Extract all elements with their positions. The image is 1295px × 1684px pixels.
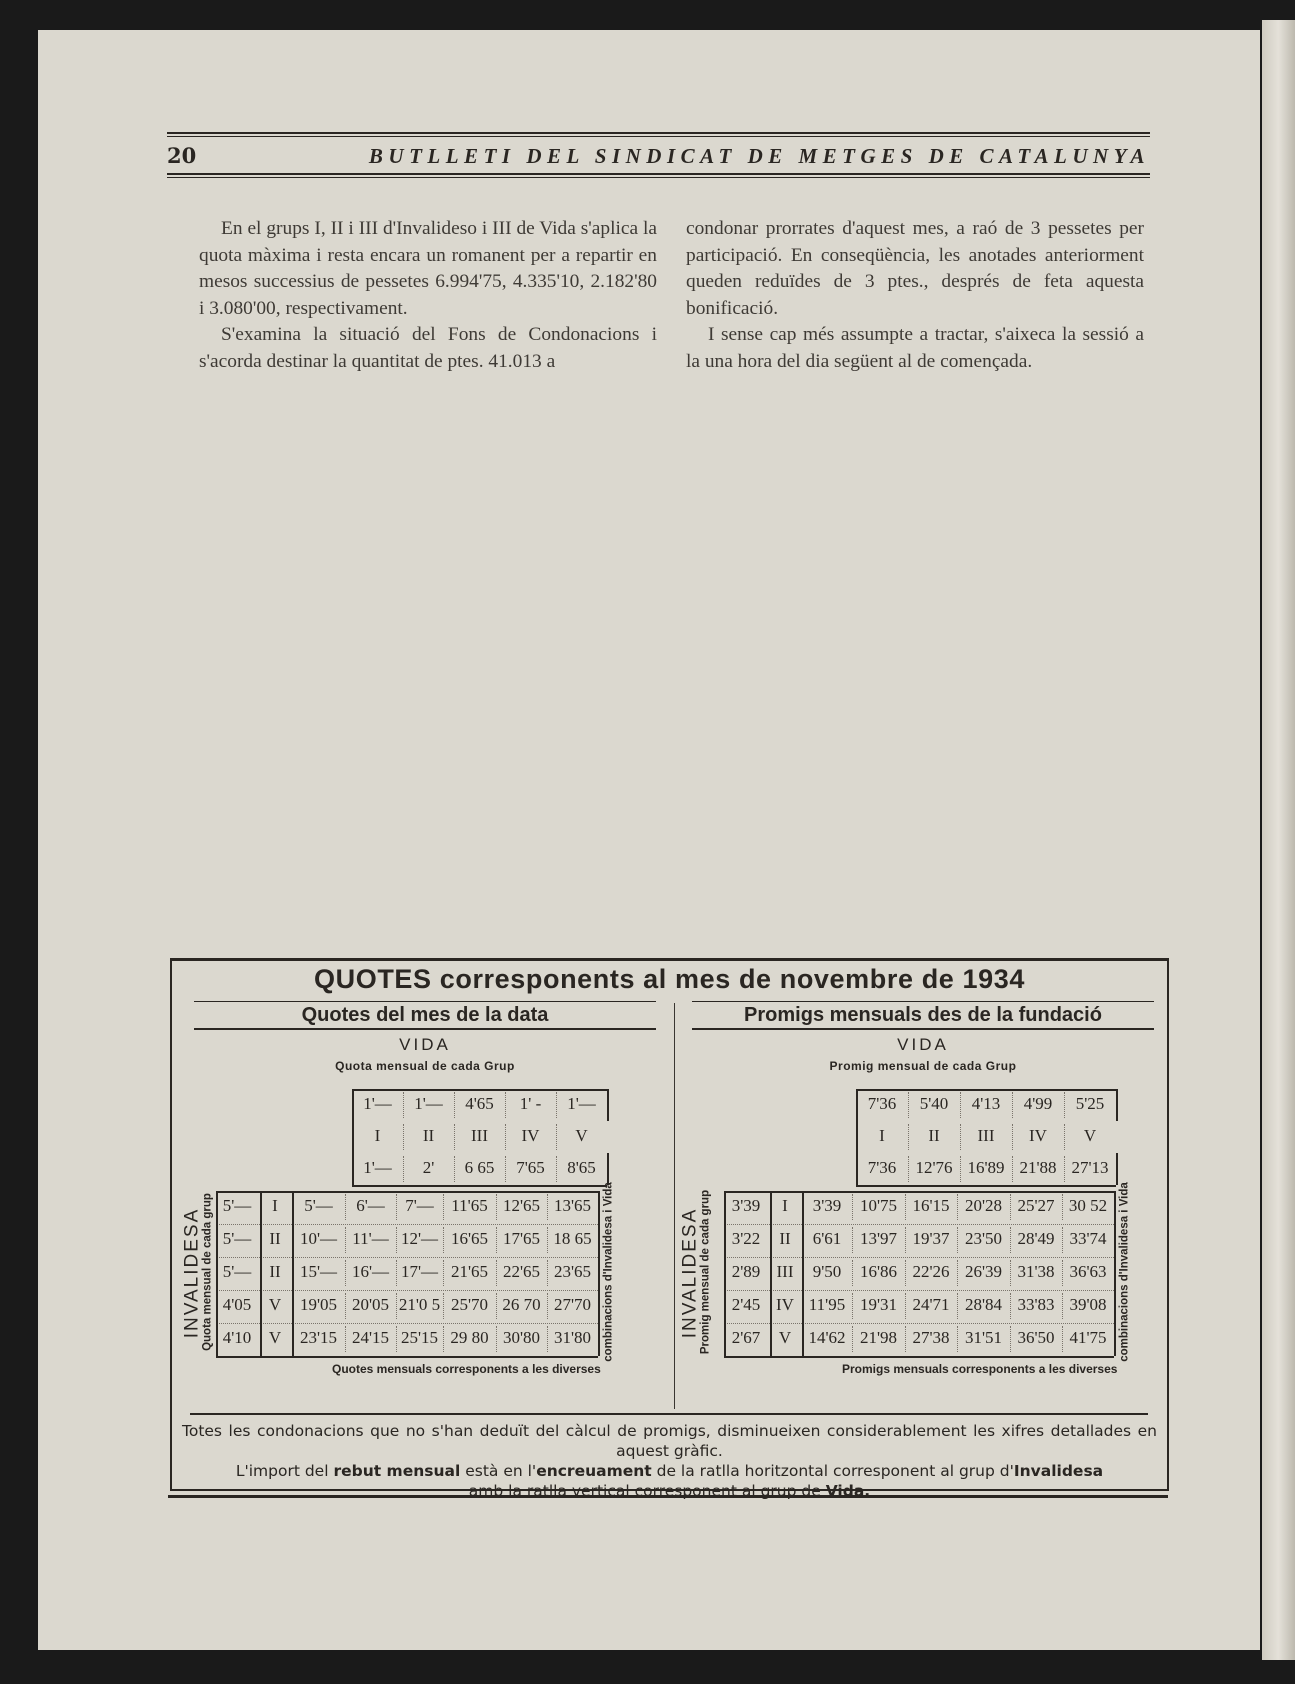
- combo-cell: 3'39: [812, 1196, 842, 1215]
- grid-line: [1012, 1092, 1013, 1118]
- grid-line: [905, 1227, 906, 1253]
- grid-line: [1010, 1194, 1011, 1220]
- vida-cell: 21'88: [1019, 1158, 1057, 1177]
- grid-line: [496, 1293, 497, 1319]
- grid-line: [547, 1293, 548, 1319]
- grid-line: [957, 1326, 958, 1352]
- combo-cell: 21'0 5: [398, 1295, 441, 1314]
- vida-cell: V: [1083, 1126, 1097, 1145]
- combo-cell: 20'05: [351, 1295, 390, 1314]
- combo-cell: 26'39: [964, 1262, 1003, 1281]
- invalidesa-group: II: [779, 1229, 791, 1248]
- grid-line: [443, 1227, 444, 1253]
- table-title: QUOTES corresponents al mes de novembre de 1934: [314, 964, 1025, 994]
- combo-cell: 18 65: [553, 1229, 592, 1248]
- grid-line: [443, 1326, 444, 1352]
- combo-cell: 16'65: [450, 1229, 489, 1248]
- grid-line: [1064, 1092, 1065, 1118]
- combo-cell: 17'65: [502, 1229, 541, 1248]
- note-emph: Vida.: [825, 1482, 871, 1500]
- grid-line: [216, 1290, 598, 1291]
- grid-line: [216, 1191, 598, 1193]
- combo-cell: 16'15: [912, 1196, 950, 1215]
- combo-cell: 27'70: [553, 1295, 592, 1314]
- note-line: [182, 1481, 1157, 1501]
- invalidesa-sublabel: Quota mensual de cada grup: [201, 1192, 213, 1351]
- invalidesa-label: INVALIDESA: [181, 1207, 202, 1338]
- vida-cell: 1'—: [363, 1158, 392, 1177]
- grid-line: [345, 1326, 346, 1352]
- grid-line: [856, 1185, 1116, 1187]
- grid-line: [403, 1124, 404, 1150]
- combo-cell: 31'51: [964, 1328, 1003, 1347]
- combo-cell: 22'65: [502, 1262, 541, 1281]
- vida-cell: IV: [521, 1126, 540, 1145]
- vida-cell: 8'65: [567, 1158, 596, 1177]
- vida-cell: II: [928, 1126, 940, 1145]
- grid-line: [216, 1224, 598, 1225]
- note-text: amb la ratlla vertical corresponent al grup de: [468, 1482, 826, 1500]
- grid-line: [1062, 1260, 1063, 1286]
- grid-line: [547, 1260, 548, 1286]
- grid-line: [1062, 1326, 1063, 1352]
- note-emph: encreuament: [536, 1462, 652, 1480]
- vida-cell: 12'76: [915, 1158, 953, 1177]
- grid-line: [396, 1293, 397, 1319]
- grid-line: [345, 1227, 346, 1253]
- grid-line: [396, 1194, 397, 1220]
- vida-cell: 4'13: [971, 1094, 1001, 1113]
- invalidesa-group: V: [268, 1295, 282, 1314]
- grid-line: [802, 1191, 804, 1356]
- combo-cell: 24'15: [351, 1328, 390, 1347]
- grid-line: [908, 1156, 909, 1182]
- grid-line: [345, 1194, 346, 1220]
- combo-cell: 11'65: [451, 1196, 488, 1215]
- vida-cell: II: [422, 1126, 435, 1145]
- journal-title: BUTLLETI DEL SINDICAT DE METGES DE CATALUNYA: [368, 144, 1150, 168]
- paragraph: En el grups I, II i III d'Invalideso i III de Vida s'aplica la quota màxima i resta encara un romanent per a repartir en mesos successius de pessetes 6.994'75, 4.335'10, 2.182'80 i 3.080'00, respectivament.: [199, 218, 657, 319]
- invalidesa-group: V: [268, 1328, 282, 1347]
- grid-line: [852, 1260, 853, 1286]
- grid-line: [396, 1260, 397, 1286]
- grid-line: [960, 1124, 961, 1150]
- grid-line: [454, 1156, 455, 1182]
- grid-line: [1116, 1089, 1118, 1121]
- invalidesa-group: II: [269, 1229, 281, 1248]
- grid-line: [724, 1191, 1114, 1193]
- book-spine: [1262, 20, 1295, 1660]
- vida-cell: 1'—: [363, 1094, 392, 1113]
- combo-cell: 28'49: [1017, 1229, 1055, 1248]
- combo-cell: 12'65: [502, 1196, 541, 1215]
- invalidesa-group: IV: [776, 1295, 794, 1314]
- grid-line: [443, 1260, 444, 1286]
- combo-cell: 23'50: [964, 1229, 1003, 1248]
- grid-line: [547, 1227, 548, 1253]
- vida-cell: 2': [422, 1158, 435, 1177]
- invalidesa-quota: 4'10: [222, 1328, 252, 1347]
- combo-cell: 25'70: [450, 1295, 489, 1314]
- combos-side-label: combinacions d'Invalidesa i Vida: [1118, 1181, 1130, 1362]
- vida-sublabel: Promig mensual de cada Grup: [829, 1059, 1017, 1073]
- invalidesa-quota: 3'22: [731, 1229, 761, 1248]
- grid-line: [960, 1092, 961, 1118]
- grid-line: [1062, 1227, 1063, 1253]
- grid-line: [352, 1089, 607, 1091]
- combo-cell: 5'—: [304, 1196, 333, 1215]
- combo-cell: 30 52: [1068, 1196, 1108, 1215]
- paragraph: I sense cap més assumpte a tractar, s'aixeca la sessió a la una hora del dia següent al de començada.: [686, 324, 1144, 372]
- note-text: està en l': [460, 1462, 537, 1480]
- grid-line: [443, 1293, 444, 1319]
- vida-cell: 5'40: [919, 1094, 949, 1113]
- vida-cell: I: [374, 1126, 381, 1145]
- grid-line: [1010, 1260, 1011, 1286]
- vida-cell: V: [575, 1126, 588, 1145]
- notes-rule: [190, 1413, 1148, 1415]
- half-subtitle: Promigs mensuals des de la fundació: [692, 1001, 1154, 1030]
- combo-cell: 21'98: [859, 1328, 898, 1347]
- grid-line: [403, 1092, 404, 1118]
- invalidesa-quota: 2'45: [731, 1295, 761, 1314]
- note-emph: rebut mensual: [333, 1462, 461, 1480]
- grid-line: [556, 1124, 557, 1150]
- note-emph: Invalidesa: [1013, 1462, 1104, 1480]
- grid-line: [1010, 1326, 1011, 1352]
- grid-line: [770, 1191, 772, 1356]
- combo-cell: 29 80: [450, 1328, 489, 1347]
- combo-cell: 7'—: [405, 1196, 434, 1215]
- combo-cell: 14'62: [808, 1328, 846, 1347]
- grid-line: [908, 1092, 909, 1118]
- grid-line: [454, 1124, 455, 1150]
- grid-line: [1114, 1191, 1116, 1356]
- grid-line: [957, 1194, 958, 1220]
- vida-label: VIDA: [897, 1035, 949, 1054]
- grid-line: [505, 1124, 506, 1150]
- combo-cell: 26 70: [502, 1295, 541, 1314]
- grid-line: [1010, 1227, 1011, 1253]
- vida-cell: 1'—: [414, 1094, 443, 1113]
- vida-cell: 7'36: [867, 1158, 897, 1177]
- vida-cell: 27'13: [1071, 1158, 1109, 1177]
- grid-line: [396, 1326, 397, 1352]
- vida-cell: 7'65: [516, 1158, 545, 1177]
- grid-line: [905, 1293, 906, 1319]
- combo-cell: 21'65: [450, 1262, 489, 1281]
- invalidesa-quota: 2'89: [731, 1262, 761, 1281]
- invalidesa-quota: 3'39: [731, 1196, 761, 1215]
- grid-line: [957, 1227, 958, 1253]
- combo-cell: 9'50: [812, 1262, 842, 1281]
- grid-line: [852, 1326, 853, 1352]
- half-subtitle: Quotes del mes de la data: [194, 1001, 656, 1030]
- grid-line: [1062, 1293, 1063, 1319]
- grid-line: [260, 1191, 262, 1356]
- grid-line: [454, 1092, 455, 1118]
- grid-line: [607, 1089, 609, 1121]
- grid-line: [216, 1356, 598, 1358]
- grid-line: [403, 1156, 404, 1182]
- vida-cell: 7'36: [867, 1094, 897, 1113]
- combo-cell: 23'15: [299, 1328, 338, 1347]
- combo-cell: 15'—: [299, 1262, 338, 1281]
- paragraph: condonar prorrates d'aquest mes, a raó de 3 pessetes per participació. En conseqüència, les anotades anteriorment queden reduïdes de 3 ptes., després de feta aquesta bonificació.: [686, 218, 1144, 319]
- grid-line: [598, 1191, 600, 1356]
- combos-side-label: combinacions d'Invalidesa i Vida: [602, 1181, 614, 1362]
- grid-line: [547, 1326, 548, 1352]
- grid-line: [352, 1089, 354, 1185]
- combo-cell: 19'05: [299, 1295, 338, 1314]
- combo-cell: 16'86: [859, 1262, 898, 1281]
- vida-cell: III: [977, 1126, 995, 1145]
- combo-cell: 30'80: [502, 1328, 541, 1347]
- header-row: [167, 137, 1150, 173]
- combo-cell: 11'—: [352, 1229, 389, 1248]
- grid-line: [396, 1227, 397, 1253]
- invalidesa-group: I: [782, 1196, 788, 1215]
- grid-line: [905, 1326, 906, 1352]
- combo-cell: 25'27: [1017, 1196, 1055, 1215]
- combo-cell: 11'95: [808, 1295, 846, 1314]
- combo-cell: 33'83: [1017, 1295, 1055, 1314]
- invalidesa-group: II: [269, 1262, 281, 1281]
- grid-line: [443, 1194, 444, 1220]
- invalidesa-sublabel: Promig mensual de cada grup: [699, 1189, 711, 1354]
- combo-cell: 13'97: [859, 1229, 898, 1248]
- grid-line: [1064, 1156, 1065, 1182]
- invalidesa-group: III: [776, 1262, 794, 1281]
- grid-line: [496, 1326, 497, 1352]
- invalidesa-quota: 4'05: [222, 1295, 252, 1314]
- vida-cell: 5'25: [1075, 1094, 1105, 1113]
- grid-line: [724, 1356, 1114, 1358]
- grid-line: [957, 1293, 958, 1319]
- grid-line: [547, 1194, 548, 1220]
- bottom-caption: Quotes mensuals corresponents a les diverses: [332, 1362, 601, 1376]
- text-column-right: [686, 216, 1144, 375]
- grid-line: [1010, 1293, 1011, 1319]
- invalidesa-quota: 2'67: [731, 1328, 761, 1347]
- grid-line: [292, 1191, 294, 1356]
- grid-line: [556, 1092, 557, 1118]
- invalidesa-group: I: [272, 1196, 278, 1215]
- half-divider: [674, 1003, 675, 1409]
- grid-line: [1012, 1156, 1013, 1182]
- vida-cell: 1'—: [567, 1094, 596, 1113]
- grid-line: [905, 1194, 906, 1220]
- combo-cell: 25'15: [400, 1328, 439, 1347]
- grid-line: [724, 1224, 1114, 1225]
- combo-cell: 33'74: [1069, 1229, 1107, 1248]
- grid-line: [496, 1260, 497, 1286]
- combo-cell: 41'75: [1069, 1328, 1107, 1347]
- vida-cell: III: [471, 1126, 488, 1145]
- combo-cell: 16'—: [351, 1262, 390, 1281]
- invalidesa-quota: 5'—: [222, 1229, 252, 1248]
- combo-cell: 10'—: [299, 1229, 338, 1248]
- combo-cell: 27'38: [912, 1328, 950, 1347]
- grid-line: [505, 1092, 506, 1118]
- vida-cell: 16'89: [967, 1158, 1005, 1177]
- grid-line: [345, 1293, 346, 1319]
- note-line: [182, 1461, 1157, 1481]
- combo-cell: 28'84: [964, 1295, 1003, 1314]
- header-bottom-rule: [167, 173, 1150, 178]
- grid-line: [496, 1194, 497, 1220]
- bottom-rule: [168, 1495, 1168, 1498]
- grid-line: [724, 1257, 1114, 1258]
- combo-cell: 36'63: [1069, 1262, 1107, 1281]
- grid-line: [216, 1323, 598, 1324]
- vida-cell: IV: [1029, 1126, 1047, 1145]
- invalidesa-quota: 5'—: [222, 1196, 252, 1215]
- grid-line: [724, 1323, 1114, 1324]
- note-text: L'import del: [235, 1462, 334, 1480]
- invalidesa-label: INVALIDESA: [679, 1207, 700, 1338]
- averages-since-founding: [679, 1001, 1154, 1411]
- quotes-current-month: [181, 1001, 656, 1411]
- paragraph: S'examina la situació del Fons de Condonacions i s'acorda destinar la quantitat de ptes. 41.013 a: [199, 324, 657, 372]
- grid-line: [1062, 1194, 1063, 1220]
- table-notes: [182, 1421, 1157, 1501]
- grid-line: [957, 1260, 958, 1286]
- note-line: Totes les condonacions que no s'han deduït del càlcul de promigs, disminueixen considerablement les xifres detallades en aquest gràfic.: [182, 1422, 1157, 1460]
- grid-line: [724, 1191, 726, 1356]
- combo-cell: 31'38: [1017, 1262, 1055, 1281]
- invalidesa-group: V: [778, 1328, 792, 1347]
- combo-cell: 36'50: [1017, 1328, 1055, 1347]
- combo-cell: 23'65: [553, 1262, 592, 1281]
- grid-line: [724, 1290, 1114, 1291]
- vida-cell: I: [879, 1126, 885, 1145]
- grid-line: [856, 1089, 858, 1185]
- grid-line: [216, 1191, 218, 1356]
- vida-sublabel: Quota mensual de cada Grup: [335, 1059, 515, 1073]
- bottom-caption: Promigs mensuals corresponents a les diverses: [842, 1362, 1118, 1376]
- grid-line: [496, 1227, 497, 1253]
- vida-cell: 1' -: [519, 1094, 542, 1113]
- quotes-table-box: [170, 958, 1169, 1500]
- combo-cell: 31'80: [553, 1328, 592, 1347]
- note-text: de la ratlla horitzontal corresponent al grup d': [651, 1462, 1014, 1480]
- grid-line: [852, 1227, 853, 1253]
- text-column-left: [199, 216, 657, 375]
- grid-line: [905, 1260, 906, 1286]
- grid-line: [960, 1156, 961, 1182]
- vida-cell: 4'99: [1023, 1094, 1053, 1113]
- grid-line: [852, 1194, 853, 1220]
- combo-cell: 10'75: [859, 1196, 898, 1215]
- grid-line: [345, 1260, 346, 1286]
- grid-line: [352, 1185, 607, 1187]
- combo-cell: 6'—: [356, 1196, 385, 1215]
- invalidesa-quota: 5'—: [222, 1262, 252, 1281]
- combo-cell: 22'26: [912, 1262, 950, 1281]
- combo-cell: 20'28: [964, 1196, 1003, 1215]
- combo-cell: 19'37: [912, 1229, 950, 1248]
- vida-label: VIDA: [399, 1035, 451, 1054]
- grid-line: [505, 1156, 506, 1182]
- grid-line: [216, 1257, 598, 1258]
- vida-cell: 4'65: [465, 1094, 494, 1113]
- grid-line: [1012, 1124, 1013, 1150]
- combo-cell: 17'—: [400, 1262, 439, 1281]
- combo-cell: 39'08: [1069, 1295, 1107, 1314]
- combo-cell: 13'65: [553, 1196, 592, 1215]
- page-number: 20: [167, 143, 197, 168]
- combo-cell: 6'61: [812, 1229, 842, 1248]
- grid-line: [1064, 1124, 1065, 1150]
- grid-line: [908, 1124, 909, 1150]
- grid-line: [852, 1293, 853, 1319]
- grid-line: [856, 1089, 1116, 1091]
- grid-line: [556, 1156, 557, 1182]
- combo-cell: 12'—: [400, 1229, 439, 1248]
- combo-cell: 24'71: [912, 1295, 950, 1314]
- vida-cell: 6 65: [464, 1158, 495, 1177]
- running-header: [167, 132, 1150, 178]
- combo-cell: 19'31: [859, 1295, 898, 1314]
